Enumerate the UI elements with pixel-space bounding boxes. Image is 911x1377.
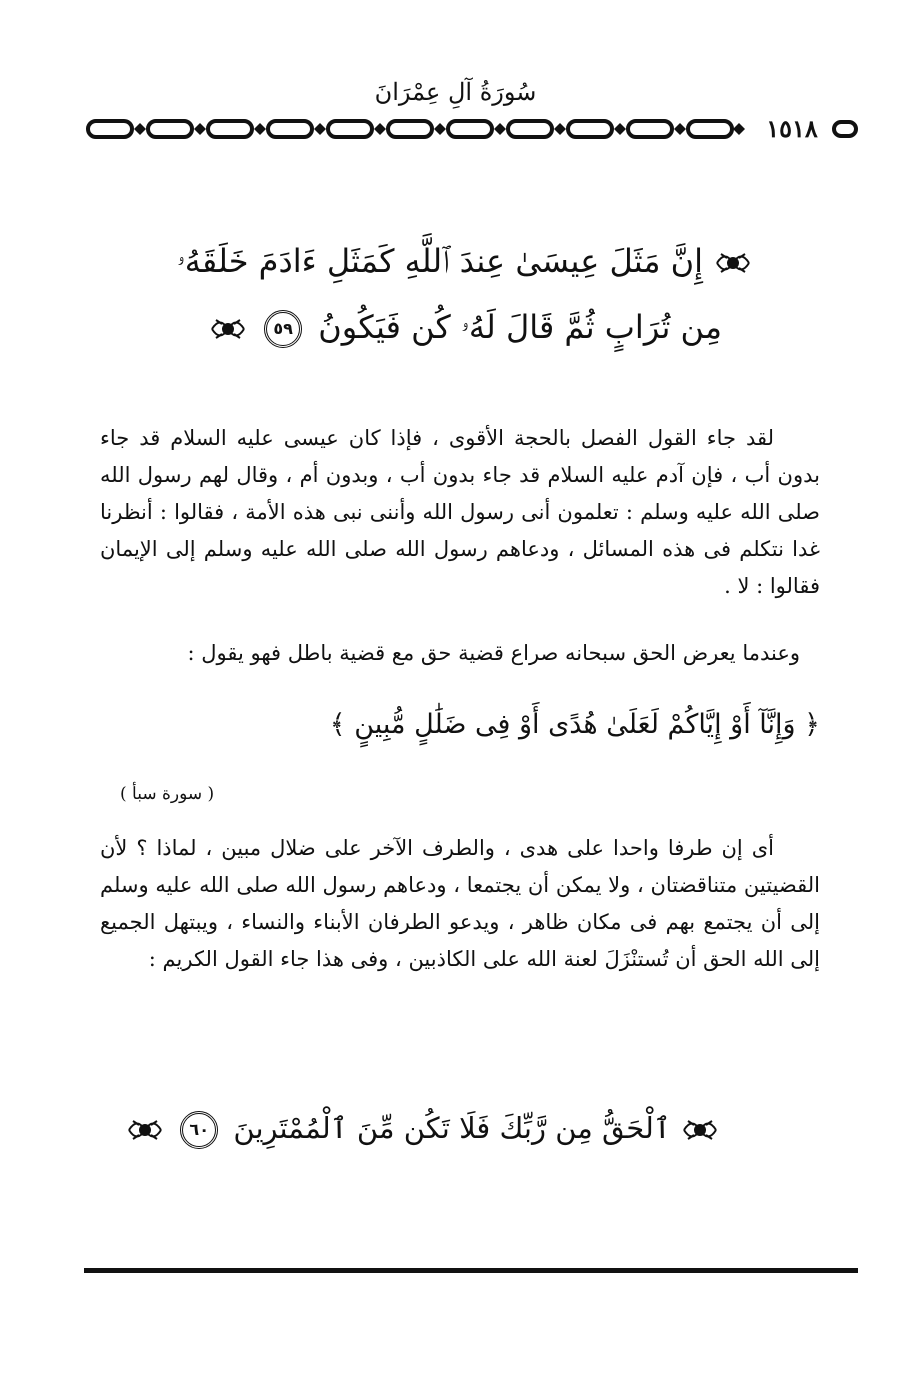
surah-title: سُورَةُ آلِ عِمْرَانَ — [374, 78, 537, 106]
commentary-paragraph-2: وعندما يعرض الحق سبحانه صراع قضية حق مع قضية باطل فهو يقول : — [187, 641, 800, 665]
verse-59-line-2 — [170, 294, 760, 360]
page-number: ١٥١٨ — [766, 114, 818, 143]
verse-close-ornament-icon — [125, 1113, 165, 1147]
saba-verse-text: وَإِنَّآ أَوْ إِيَّاكُمْ لَعَلَىٰ هُدًى أَوْ فِى ضَلَٰلٍ مُّبِينٍ — [354, 709, 796, 740]
verse-59-line-1-text: إِنَّ مَثَلَ عِيسَىٰ عِندَ ٱللَّهِ كَمَثَلِ ءَادَمَ خَلَقَهُۥ — [176, 242, 704, 280]
commentary-paragraph-3: أى إن طرفا واحدا على هدى ، والطرف الآخر على ضلال مبين ، لماذا ؟ لأن القضيتين متناقضتان ، ولا يمكن أن يجتمعا ، ودعاهم رسول الله صلى الله عليه وسلم إلى أن يجتمع بهم فى مكان ظاهر ، ويدعو الطرفان الأبناء والنساء ، ويبتهل الجميع إلى الله الحق أن تُستنْزَلَ لعنة الله على الكاذبين ، وفى هذا جاء القول الكريم : — [100, 836, 820, 971]
verse-close-ornament-icon — [208, 312, 248, 346]
ayah-number-60-badge: ٦٠ — [180, 1111, 218, 1149]
verse-close-bracket: ﴾ — [329, 709, 346, 740]
verse-open-ornament-icon — [713, 246, 753, 280]
footer-divider-rule — [84, 1268, 858, 1273]
ornamental-chain-border — [86, 118, 746, 140]
verse-59-line-2-text: مِن تُرَابٍ ثُمَّ قَالَ لَهُۥ كُن فَيَكُونُ — [318, 308, 723, 346]
verse-59-block — [170, 228, 760, 360]
verse-60-text: ٱلْحَقُّ مِن رَّبِّكَ فَلَا تَكُن مِّنَ ٱلْمُمْتَرِينَ — [233, 1111, 671, 1145]
verse-60-block — [189, 1100, 720, 1156]
verse-59-line-1 — [170, 228, 760, 294]
saba-source-citation: ( سورة سبأ ) — [120, 784, 215, 804]
ayah-number-59-badge: ٥٩ — [264, 310, 302, 348]
commentary-paragraph-1: لقد جاء القول الفصل بالحجة الأقوى ، فإذا كان عيسى عليه السلام قد جاء بدون أب ، فإن آدم عليه السلام قد جاء بدون أب ، وبدون أم ، وقال لهم رسول الله صلى الله عليه وسلم : تعلمون أنى رسول الله وأننى نبى هذه الأمة ، فقالوا : أنظرنا غدا نتكلم فى هذه المسائل ، ودعاهم رسول الله صلى الله عليه وسلم إلى الإيمان فقالوا : لا . — [100, 426, 820, 598]
page-header-band — [86, 114, 856, 144]
saba-verse — [329, 700, 820, 750]
ornamental-end-link — [832, 120, 858, 138]
verse-open-bracket: ﴿ — [804, 709, 820, 740]
verse-open-ornament-icon — [680, 1113, 720, 1147]
